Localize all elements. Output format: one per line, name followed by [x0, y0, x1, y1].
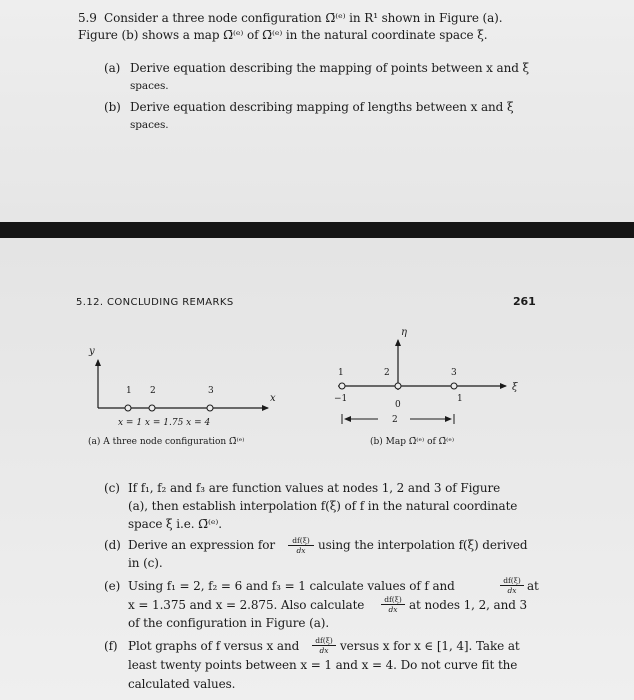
- part-d-frac-num: df(ξ): [288, 536, 314, 546]
- fig-b-node-2: [395, 383, 401, 389]
- fig-a-caption: (a) A three node configuration Ω̄⁽ᵉ⁾: [88, 437, 245, 447]
- fig-a-y-label: y: [89, 346, 95, 357]
- fig-b-node-1: [339, 383, 345, 389]
- problem-number: 5.9: [78, 11, 97, 25]
- fig-b-node-3-label: 3: [451, 368, 457, 378]
- fig-b-node-3: [451, 383, 457, 389]
- problem-intro-line1: Consider a three node configuration Ω̄⁽ᵉ⁾ in R¹ shown in Figure (a).: [104, 11, 503, 25]
- part-a-line2: spaces.: [130, 80, 169, 92]
- part-f-line2: least twenty points between x = 1 and x = 4. Do not curve fit the: [128, 658, 518, 672]
- part-b-line1: Derive equation describing mapping of lengths between x and ξ: [130, 100, 514, 114]
- top-page-fragment: [0, 0, 634, 222]
- fig-b-coord-3: 1: [457, 394, 463, 404]
- fig-a-node-2-label: 2: [150, 386, 156, 396]
- part-e-frac2-num: df(ξ): [381, 595, 405, 605]
- part-d-line1-pre: Derive an expression for: [128, 538, 276, 552]
- fig-b-coord-2: 0: [395, 400, 401, 410]
- part-e-line1-pre: Using f₁ = 2, f₂ = 6 and f₃ = 1 calculate values of f and: [128, 579, 455, 593]
- textbook-page: [0, 238, 634, 700]
- part-d-line2: in (c).: [128, 556, 163, 570]
- part-e-frac1-num: df(ξ): [500, 576, 524, 586]
- fig-a-node-3: [207, 405, 213, 411]
- part-a-label: (a): [104, 61, 121, 75]
- part-b-line2: spaces.: [130, 119, 169, 131]
- part-f-line1-pre: Plot graphs of f versus x and: [128, 639, 300, 653]
- fig-a-positions: x = 1 x = 1.75 x = 4: [118, 418, 211, 428]
- fig-a-node-1: [125, 405, 131, 411]
- fig-b-coord-1: −1: [334, 394, 348, 404]
- part-d-label: (d): [104, 538, 121, 552]
- figure-a: [88, 346, 276, 447]
- part-e-line2-post: at nodes 1, 2, and 3: [409, 598, 528, 612]
- fig-a-node-2: [149, 405, 155, 411]
- part-e-frac1-den: dx: [507, 586, 517, 595]
- part-f-line3: calculated values.: [128, 677, 236, 691]
- part-e-line1-post: at: [527, 579, 539, 593]
- part-e-fraction-2: [381, 595, 405, 614]
- fig-a-x-label: x: [270, 393, 276, 404]
- part-c-line2: (a), then establish interpolation f(ξ) of f in the natural coordinate: [128, 499, 518, 513]
- running-header: 5.12. CONCLUDING REMARKS: [76, 297, 234, 308]
- part-b-label: (b): [104, 100, 121, 114]
- part-d-line1-post: using the interpolation f(ξ) derived: [318, 538, 528, 552]
- part-f-line1-post: versus x for x ∈ [1, 4]. Take at: [340, 639, 520, 653]
- fig-b-caption: (b) Map Ω̄⁽ᵉ⁾ of Ω̄⁽ᵉ⁾: [370, 437, 455, 447]
- fig-b-node-2-label: 2: [384, 368, 390, 378]
- fig-b-eta-label: η: [401, 327, 407, 338]
- page-number: 261: [513, 295, 536, 308]
- part-c-line3: space ξ i.e. Ω̄⁽ᵉ⁾.: [128, 517, 222, 531]
- problem-intro-line2: Figure (b) shows a map Ω̄⁽ᵉ⁾ of Ω̄⁽ᵉ⁾ in the natural coordinate space ξ.: [78, 28, 488, 42]
- fig-a-node-1-label: 1: [126, 386, 132, 396]
- part-d-fraction: [288, 536, 314, 555]
- part-e-line3: of the configuration in Figure (a).: [128, 616, 330, 630]
- figures-svg: [0, 238, 634, 478]
- part-f-fraction: [312, 636, 336, 655]
- fig-b-xi-label: ξ: [512, 382, 518, 393]
- fig-a-node-3-label: 3: [208, 386, 214, 396]
- figure-b: [334, 327, 518, 447]
- part-e-label: (e): [104, 579, 121, 593]
- part-e-frac2-den: dx: [388, 605, 398, 614]
- fig-b-length: 2: [392, 415, 398, 425]
- part-e-fraction-1: [500, 576, 524, 595]
- part-c-line1: If f₁, f₂ and f₃ are function values at nodes 1, 2 and 3 of Figure: [128, 481, 501, 495]
- part-a-line1: Derive equation describing the mapping of points between x and ξ: [130, 61, 530, 75]
- part-f-frac-num: df(ξ): [312, 636, 336, 646]
- part-e-line2-pre: x = 1.375 and x = 2.875. Also calculate: [128, 598, 365, 612]
- part-d-frac-den: dx: [296, 546, 306, 555]
- fig-b-node-1-label: 1: [338, 368, 344, 378]
- part-c-label: (c): [104, 481, 120, 495]
- part-f-label: (f): [104, 639, 118, 653]
- part-f-frac-den: dx: [319, 646, 329, 655]
